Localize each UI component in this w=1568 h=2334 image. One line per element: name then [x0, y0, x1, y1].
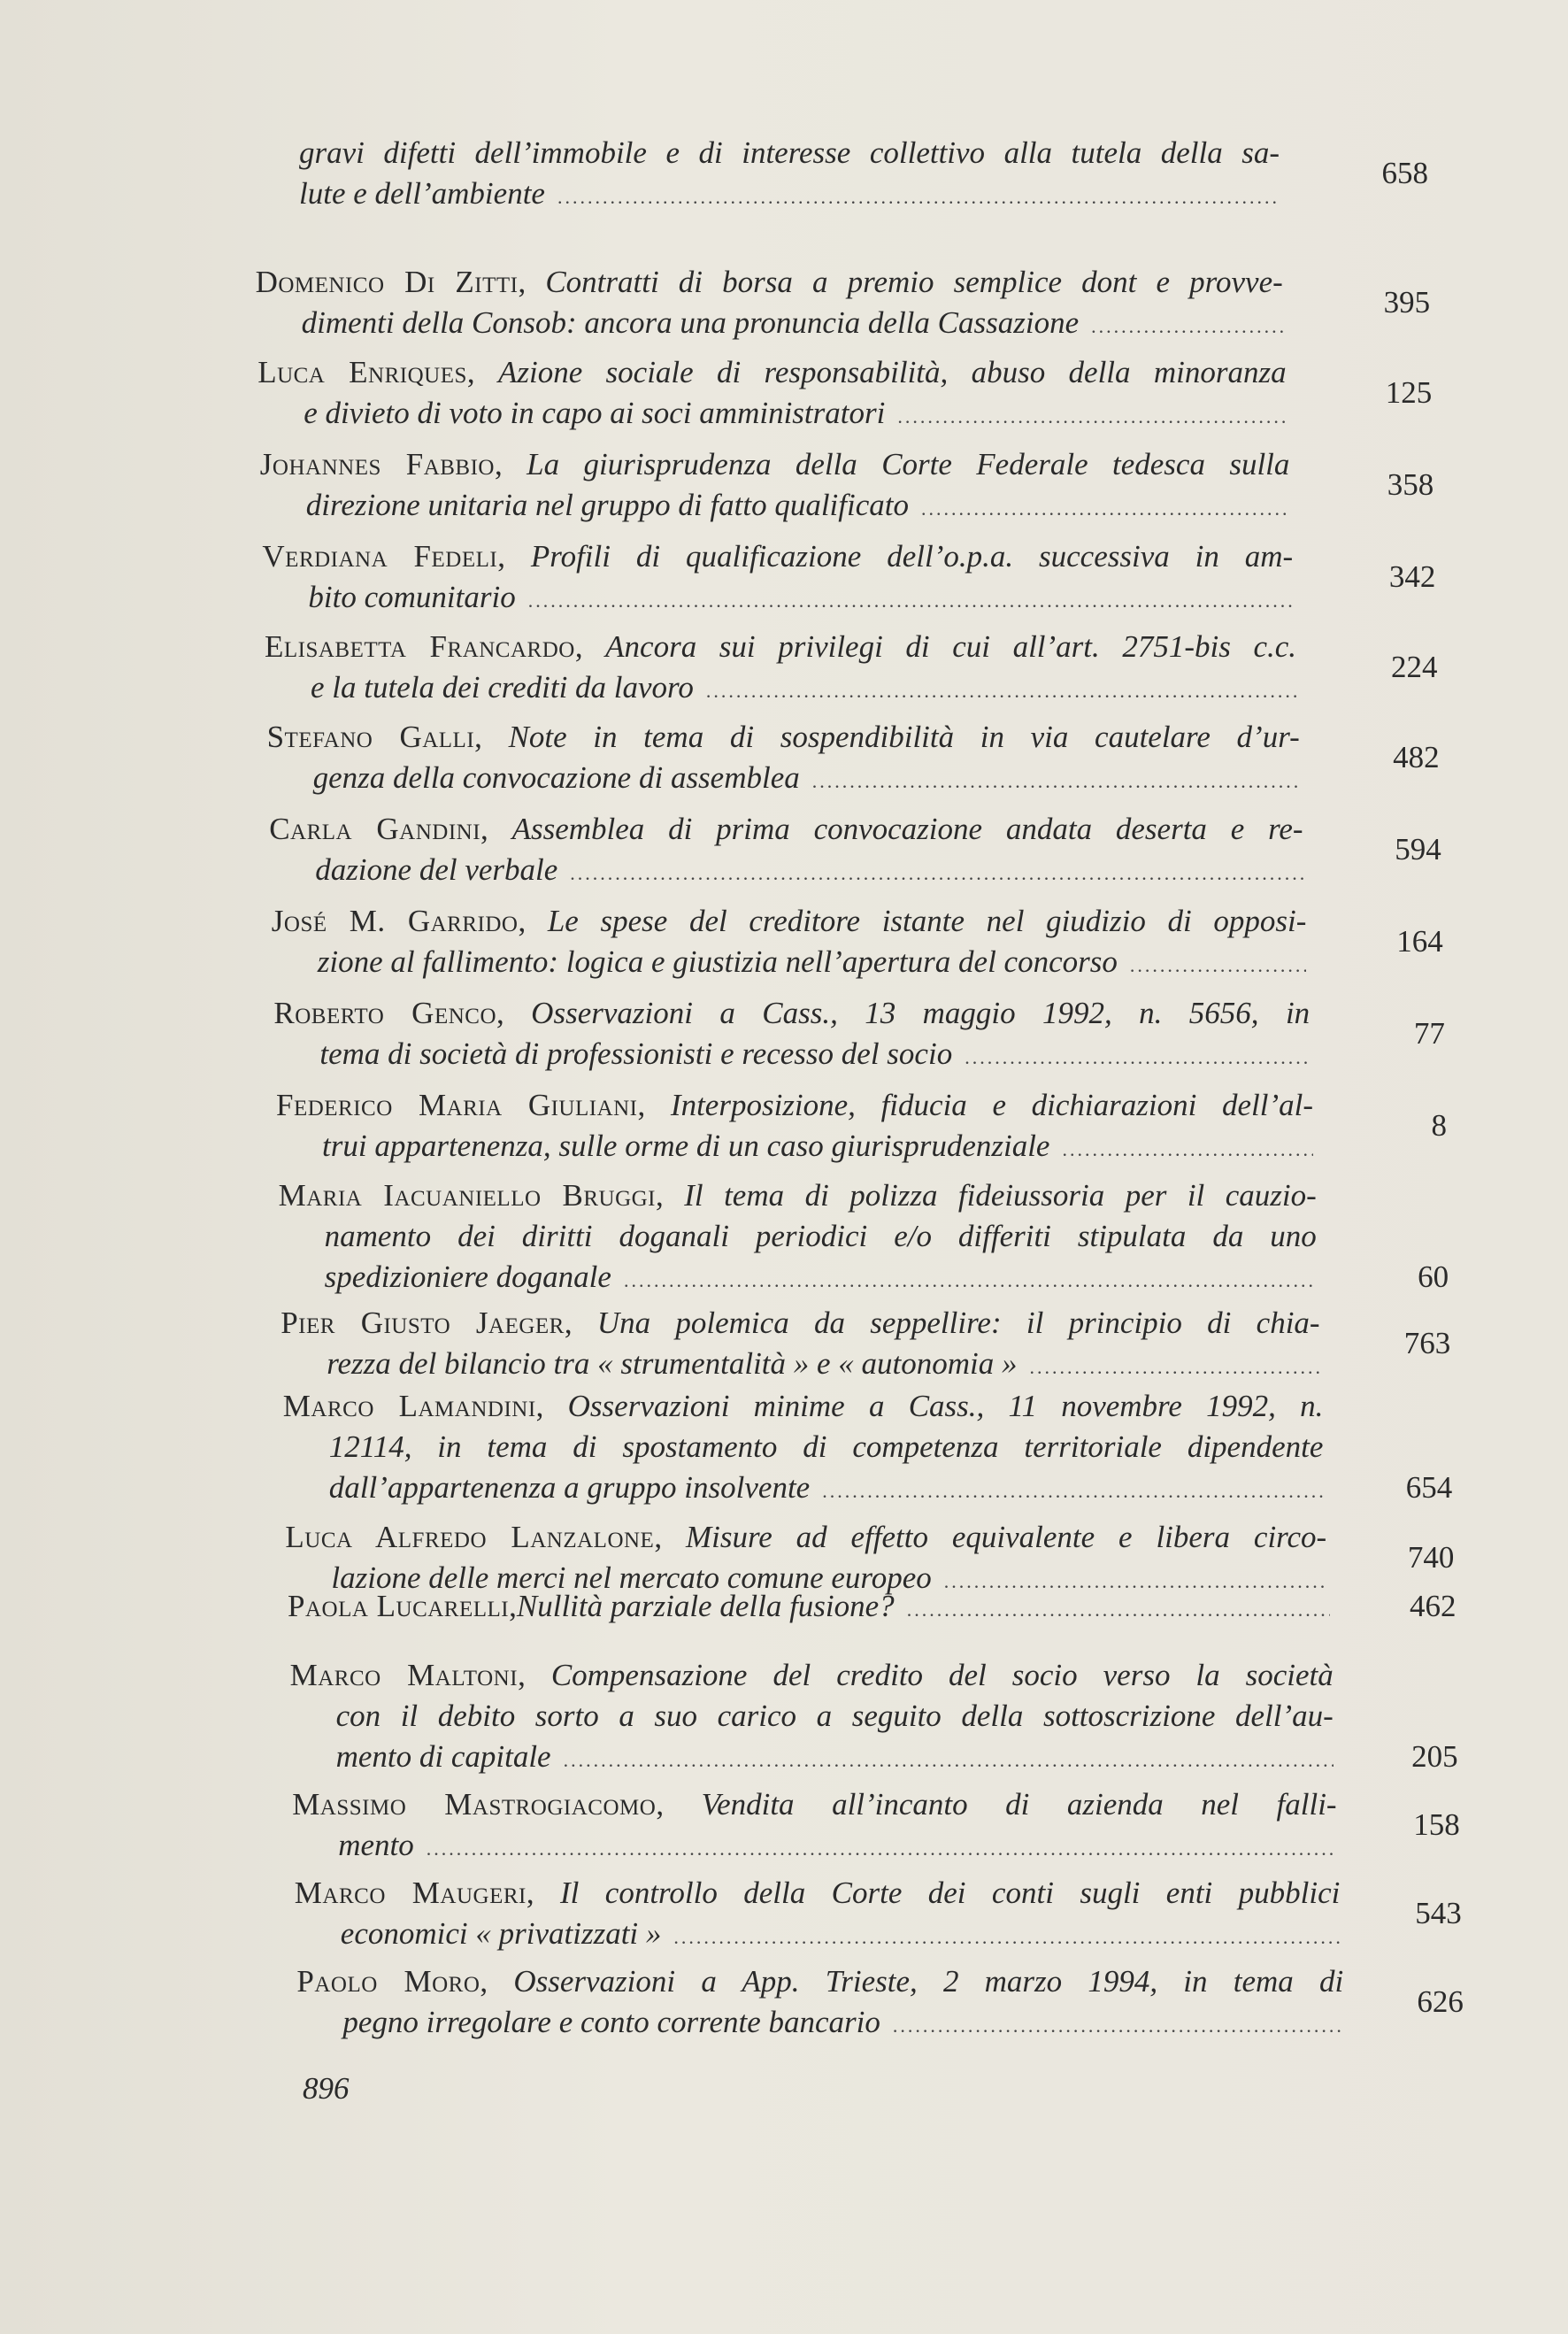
entry-title-text: Osservazioni a Cass., 13 maggio 1992, n. 5656, in: [531, 996, 1311, 1030]
entry-last-line: [253, 173, 1280, 214]
entry-page-number: 60: [1418, 1259, 1449, 1294]
entry-title-text: bito comunitario: [308, 580, 516, 614]
entry-author: Stefano Galli: [266, 720, 475, 754]
page-folio-number: 896: [303, 2071, 350, 2106]
entry-last-line: [267, 758, 1300, 798]
entry-page-number: 358: [1387, 467, 1434, 502]
entry-last-line: Paola Lucarelli , Nullità parziale della fusione? .....: [288, 1586, 1330, 1627]
entry-line: Marco Maugeri, Il controllo della Corte dei conti sugli enti pubblici: [294, 1876, 1341, 1910]
entry-page-number: 395: [1383, 285, 1431, 320]
entry-last-line: [265, 667, 1296, 708]
entry-title-text: Nullità parziale della fusione?: [516, 1589, 895, 1623]
entry-author: Carla Gandini: [269, 812, 481, 846]
entry-page-number: 594: [1395, 832, 1441, 867]
dot-leader: [822, 1471, 1323, 1512]
entry-line: [279, 1216, 1317, 1257]
entry-title-text: Misure ad effetto equivalente e libera circo-: [685, 1520, 1327, 1554]
entry-line: Luca Alfredo Lanzalone, Misure ad effetto equivalente e libera circo-: [285, 1520, 1327, 1554]
entry-line: Massimo Mastrogiacomo, Vendita all’incanto di azienda nel falli-: [292, 1787, 1337, 1822]
entry-page-number: 342: [1388, 559, 1436, 594]
entry-line: [283, 1427, 1324, 1467]
entry-author: Verdiana Fedeli: [262, 539, 498, 574]
entry-author: Luca Enriques: [257, 355, 467, 389]
toc-entry: [288, 1586, 1330, 1627]
entry-last-line: [260, 485, 1290, 526]
entry-line: Paolo Moro, Osservazioni a App. Trieste, 2 marzo 1994, in tema di: [296, 1964, 1344, 1999]
toc-entry: [257, 352, 1286, 434]
entry-title-text: e divieto di voto in capo ai soci amministratori: [304, 396, 886, 430]
entry-title-text: mento: [338, 1828, 414, 1862]
entry-author: Roberto Genco: [273, 996, 497, 1030]
entry-last-line: [276, 1126, 1313, 1167]
entry-last-line: [257, 393, 1286, 434]
toc-entry: [276, 1085, 1313, 1167]
entry-author: Massimo Mastrogiacomo: [292, 1787, 657, 1822]
entry-page-number: 125: [1385, 375, 1433, 410]
entry-title-text: Vendita all’incanto di azienda nel falli-: [701, 1787, 1337, 1822]
entry-page-number: 763: [1403, 1326, 1451, 1360]
entry-page-number: 654: [1405, 1470, 1453, 1505]
entry-page-number: 164: [1396, 924, 1443, 959]
entry-page-number: 626: [1417, 1984, 1464, 2019]
dot-leader: [564, 1740, 1334, 1781]
entry-title-text: Una polemica da seppellire: il principio di chia-: [596, 1306, 1320, 1340]
dot-leader: [427, 1829, 1337, 1869]
entry-page-number: 77: [1413, 1016, 1445, 1051]
entry-line: [290, 1696, 1334, 1737]
entry-last-line: [283, 1467, 1324, 1508]
toc-entry: [260, 444, 1290, 526]
toc-entry: [262, 536, 1293, 618]
entry-page-number: 543: [1415, 1896, 1462, 1930]
entry-last-line: [295, 1914, 1341, 1954]
toc-entry: [281, 1303, 1319, 1384]
entry-last-line: [279, 1257, 1317, 1298]
entry-line: Marco Lamandini, Osservazioni minime a Cass., 11 novembre 1992, n.: [282, 1389, 1324, 1423]
toc-entry: [283, 1386, 1324, 1508]
dot-leader: [965, 1037, 1310, 1078]
dot-leader: [1130, 945, 1307, 986]
toc-entry: [292, 1784, 1336, 1866]
entry-title-text: Il controllo della Corte dei conti sugli enti pubblici: [560, 1876, 1341, 1910]
entry-title-text: gravi difetti dell’immobile e di interesse collettivo alla tutela della sa-: [299, 135, 1280, 170]
entry-line: Luca Enriques, Azione sociale di responsabilità, abuso della minoranza: [257, 355, 1287, 389]
entry-title-text: economici « privatizzati »: [340, 1916, 662, 1951]
entry-author: Elisabetta Francardo: [265, 629, 575, 664]
dot-leader: [624, 1260, 1317, 1301]
entry-line: Stefano Galli, Note in tema di sospendibilità in via cautelare d’ur-: [266, 720, 1300, 754]
entry-line: [253, 133, 1280, 173]
entry-line: Domenico Di Zitti, Contratti di borsa a premio semplice dont e provve-: [255, 265, 1283, 299]
toc-entry: [279, 1175, 1317, 1298]
entry-title-text: rezza del bilancio tra « strumentalità » e « autonomia »: [327, 1346, 1018, 1381]
toc-entry: [265, 627, 1296, 708]
entry-last-line: [292, 1825, 1336, 1866]
entry-last-line: [296, 2002, 1343, 2043]
entry-line: Carla Gandini, Assemblea di prima convocazione andata deserta e re-: [269, 812, 1303, 846]
entry-author: Marco Maltoni: [289, 1658, 519, 1692]
entry-title-text: direzione unitaria nel gruppo di fatto qualificato: [305, 488, 909, 522]
entry-author: Maria Iacuaniello Bruggi: [278, 1178, 657, 1213]
entry-title-text: Profili di qualificazione dell’o.p.a. successiva in am-: [530, 539, 1294, 574]
dot-leader: [921, 489, 1289, 529]
entry-title-text: Azione sociale di responsabilità, abuso della minoranza: [497, 355, 1287, 389]
entry-page-number: 482: [1393, 740, 1440, 774]
entry-title-text: zione al fallimento: logica e giustizia nell’apertura del concorso: [317, 944, 1118, 979]
entry-page-number: 158: [1413, 1807, 1460, 1842]
entry-title-text: tema di società di professionisti e recesso del socio: [319, 1036, 953, 1071]
entry-last-line: [272, 942, 1307, 982]
entry-title-text: genza della convocazione di assemblea: [312, 760, 800, 795]
entry-line: Verdiana Fedeli, Profili di qualificazione dell’o.p.a. successiva in am-: [262, 539, 1294, 574]
entry-line: José M. Garrido, Le spese del creditore istante nel giudizio di opposi-: [271, 904, 1307, 938]
entry-line: Federico Maria Giuliani, Interposizione, fiducia e dichiarazioni dell’al-: [276, 1088, 1313, 1122]
entry-last-line: [273, 1034, 1310, 1075]
entry-author: José M. Garrido: [271, 904, 519, 938]
entry-last-line: [281, 1344, 1319, 1384]
dot-leader: [893, 2006, 1343, 2046]
toc-entry: [273, 993, 1310, 1075]
dot-leader: [557, 177, 1280, 218]
entry-title-text: Il tema di polizza fideiussoria per il cauzio-: [684, 1178, 1317, 1213]
entry-author: Pier Giusto Jaeger: [281, 1306, 565, 1340]
entry-line: Elisabetta Francardo, Ancora sui privilegi di cui all’art. 2751-bis c.c.: [265, 629, 1296, 664]
entry-title-text: Interposizione, fiducia e dichiarazioni dell’al-: [670, 1088, 1313, 1122]
entry-title-text: mento di capitale: [335, 1739, 551, 1774]
entry-title-text: Osservazioni minime a Cass., 11 novembre 1992, n.: [567, 1389, 1324, 1423]
entry-author: Paolo Moro: [296, 1964, 480, 1999]
entry-title-text: trui appartenenza, sulle orme di un caso giurisprudenziale: [322, 1128, 1050, 1163]
entry-last-line: [290, 1737, 1334, 1777]
toc-entry: [267, 717, 1300, 798]
toc-entry: [269, 809, 1303, 890]
dot-leader: [907, 1590, 1330, 1630]
entry-title-text: e la tutela dei crediti da lavoro: [311, 670, 694, 705]
entry-title-text: Osservazioni a App. Trieste, 2 marzo 1994, in tema di: [513, 1964, 1344, 1999]
entry-title-text: dall’appartenenza a gruppo insolvente: [328, 1470, 811, 1505]
entry-last-line: [256, 303, 1283, 343]
entry-title-text: Contratti di borsa a premio semplice dont e provve-: [545, 265, 1283, 299]
entry-page-number: 205: [1411, 1739, 1458, 1774]
entry-author: Domenico Di Zitti: [255, 265, 519, 299]
toc-entry: [253, 133, 1280, 214]
dot-leader: [1030, 1347, 1320, 1388]
toc-entry: [295, 1873, 1341, 1954]
dot-leader: [673, 1917, 1340, 1958]
entry-title-text: Compensazione del credito del socio verso la società: [550, 1658, 1334, 1692]
dot-leader: [528, 581, 1293, 621]
entry-line: Marco Maltoni, Compensazione del credito del socio verso la società: [289, 1658, 1334, 1692]
entry-line: Roberto Genco, Osservazioni a Cass., 13 maggio 1992, n. 5656, in: [273, 996, 1311, 1030]
entry-page-number: 224: [1391, 650, 1438, 684]
entry-page-number: 462: [1410, 1589, 1457, 1623]
entry-title-text: Le spese del creditore istante nel giudizio di opposi-: [547, 904, 1307, 938]
entry-title-text: lazione delle merci nel mercato comune europeo: [331, 1560, 932, 1595]
entry-author: Paola Lucarelli: [288, 1589, 510, 1623]
toc-entry: [296, 1961, 1343, 2043]
entry-title-text: Note in tema di sospendibilità in via cautelare d’ur-: [508, 720, 1300, 754]
dot-leader: [897, 397, 1286, 437]
entry-author: Marco Lamandini: [282, 1389, 536, 1423]
entry-title-text: spedizioniere doganale: [324, 1259, 611, 1294]
entry-page-number: 658: [1381, 156, 1428, 190]
entry-title-text: Ancora sui privilegi di cui all’art. 2751-bis c.c.: [605, 629, 1296, 664]
toc-entry: [256, 262, 1283, 343]
entry-title-text: Assemblea di prima convocazione andata deserta e re-: [511, 812, 1303, 846]
entry-title-text: dimenti della Consob: ancora una pronuncia della Cassazione: [301, 305, 1080, 340]
entry-author: Luca Alfredo Lanzalone: [285, 1520, 655, 1554]
dot-leader: [1062, 1129, 1313, 1170]
entry-page-number: 740: [1407, 1540, 1455, 1575]
dot-leader: [1091, 306, 1283, 347]
entry-last-line: [269, 850, 1303, 890]
toc-entry: [272, 901, 1307, 982]
entry-title-text: con il debito sorto a suo carico a seguito della sottoscrizione dell’au-: [335, 1699, 1334, 1733]
entry-page-number: 8: [1431, 1108, 1447, 1143]
toc-entry: [290, 1655, 1334, 1777]
dot-leader: [570, 853, 1303, 894]
entry-author: Federico Maria Giuliani: [276, 1088, 638, 1122]
entry-author: Johannes Fabbio: [259, 447, 495, 481]
entry-last-line: [262, 577, 1293, 618]
entry-title-text: La giurisprudenza della Corte Federale tedesca sulla: [527, 447, 1290, 481]
entry-title-text: namento dei diritti doganali periodici e/o differiti stipulata da uno: [324, 1219, 1317, 1253]
entry-title-text: pegno irregolare e conto corrente bancario: [342, 2005, 880, 2039]
dot-leader: [706, 671, 1296, 712]
entry-title-text: 12114, in tema di spostamento di competenza territoriale dipendente: [328, 1429, 1324, 1464]
entry-line: Maria Iacuaniello Bruggi, Il tema di polizza fideiussoria per il cauzio-: [278, 1178, 1317, 1213]
entry-line: Pier Giusto Jaeger, Una polemica da seppellire: il principio di chia-: [281, 1306, 1320, 1340]
dot-leader: [812, 761, 1300, 802]
entry-author: Marco Maugeri: [294, 1876, 527, 1910]
entry-title-text: dazione del verbale: [315, 852, 558, 887]
entry-title-text: lute e dell’ambiente: [299, 176, 545, 211]
entry-line: Johannes Fabbio, La giurisprudenza della Corte Federale tedesca sulla: [259, 447, 1290, 481]
